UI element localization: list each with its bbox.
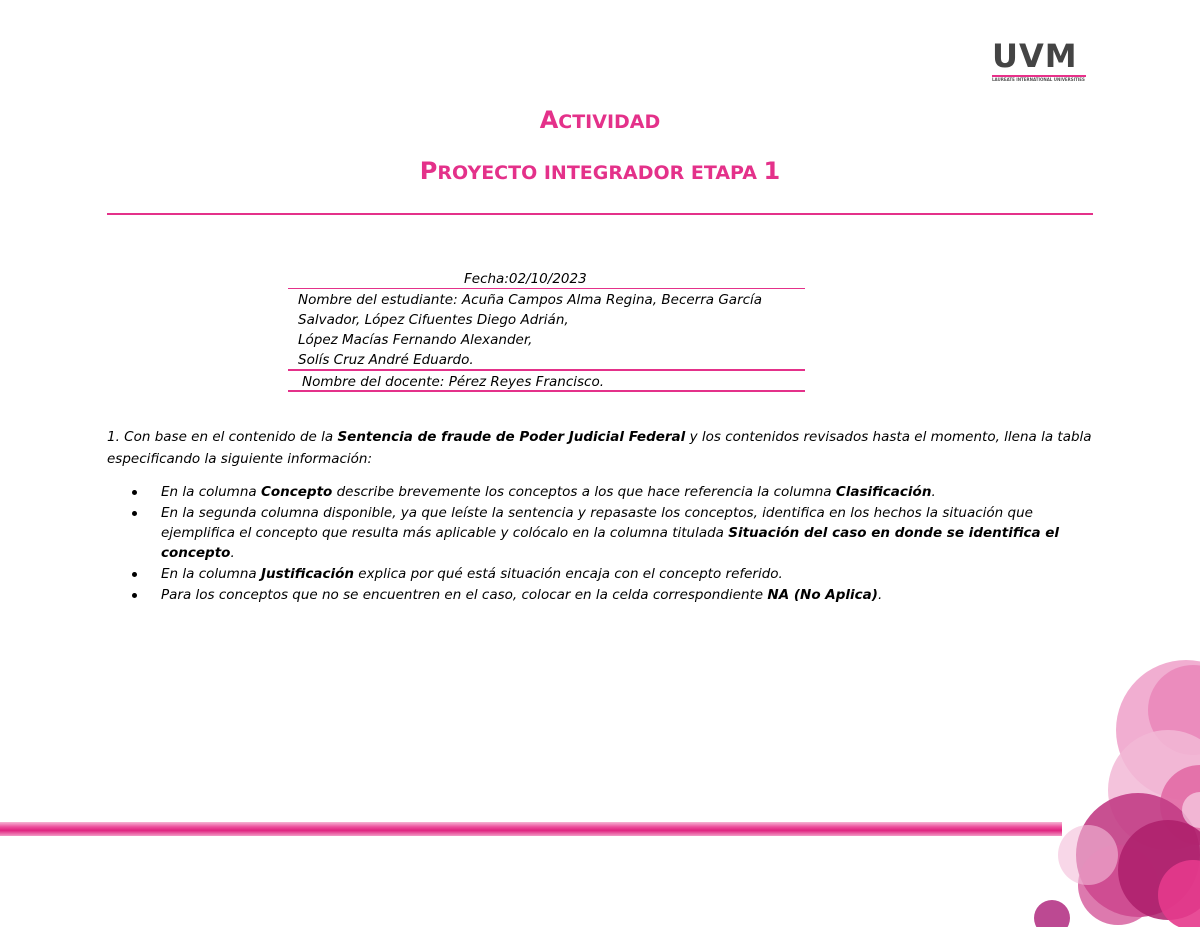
list-item: En la columna Justificación explica por qué está situación encaja con el concepto referido.: [130, 564, 1100, 584]
uvm-logo: [992, 37, 1088, 83]
student-line: Solís Cruz André Eduardo.: [298, 352, 474, 368]
student-line: López Macías Fernando Alexander,: [298, 332, 533, 348]
logo-text: UVM: [992, 37, 1078, 75]
header-divider: [107, 213, 1093, 215]
student-line: Nombre del estudiante: Acuña Campos Alma Regina, Becerra García: [298, 292, 763, 308]
footer-bar: [0, 822, 1062, 836]
decorative-circles: [1018, 640, 1200, 927]
page-title: ACTIVIDAD: [539, 106, 661, 134]
student-line: Salvador, López Cifuentes Diego Adrián,: [298, 312, 569, 328]
list-item: En la columna Concepto describe brevemente los conceptos a los que hace referencia la columna Clasificación.: [130, 482, 1100, 502]
teacher-divider: [288, 390, 805, 392]
list-item: Para los conceptos que no se encuentren en el caso, colocar en la celda correspondiente NA (No Aplica).: [130, 585, 1100, 605]
student-names: [298, 290, 805, 370]
logo-subtitle: LAUREATE INTERNATIONAL UNIVERSITIES: [992, 77, 1085, 82]
date-field: Fecha:02/10/2023: [288, 270, 805, 289]
page-subtitle: PROYECTO INTEGRADOR ETAPA 1: [419, 157, 781, 185]
instructions-paragraph: 1. Con base en el contenido de la Sentencia de fraude de Poder Judicial Federal y los contenidos revisados hasta el momento, llena la tabla especificando la siguiente información:: [107, 429, 1092, 467]
list-item: En la segunda columna disponible, ya que leíste la sentencia y repasaste los conceptos, identifica en los hechos la situación que ejemplifica el concepto que resulta más aplicable y colócalo en la columna titulada Situación del caso en donde se identifica el concepto.: [130, 503, 1100, 563]
instructions-list: [130, 482, 1100, 606]
student-divider: [288, 369, 805, 371]
teacher-name: Nombre del docente: Pérez Reyes Francisco.: [302, 374, 605, 390]
